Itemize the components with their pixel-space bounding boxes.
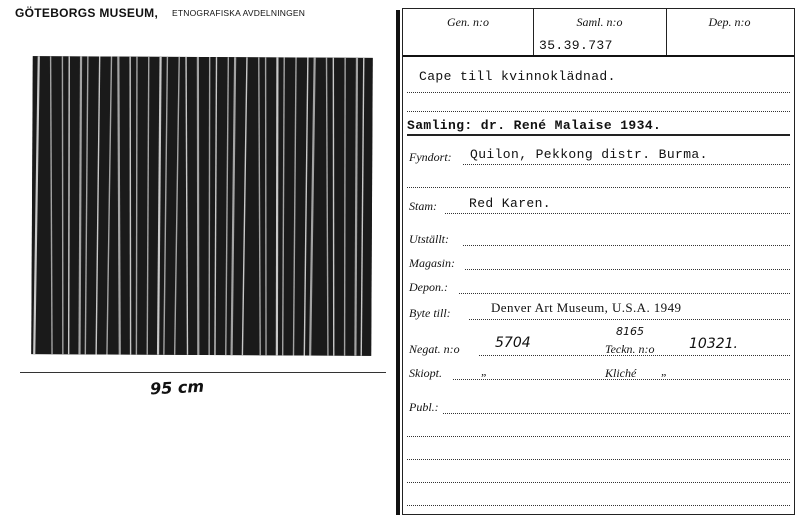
teckn-value: 10321. [689, 336, 738, 352]
saml-no-cell [533, 9, 667, 55]
textile-photo [31, 56, 373, 356]
rule [407, 458, 790, 460]
fyndort-value: Quilon, Pekkong distr. Burma. [470, 147, 708, 162]
header-rule [403, 55, 794, 57]
teckn-annotation: 8165 [616, 325, 644, 338]
rule [465, 268, 790, 270]
teckn-label: Teckn. n:o [605, 342, 655, 356]
rule [407, 91, 790, 93]
gen-no-label: Gen. n:o [447, 15, 489, 29]
card-divider [396, 10, 400, 515]
textile-stripe [79, 56, 81, 354]
catalog-card [402, 8, 795, 515]
rule [407, 134, 790, 136]
textile-stripe [355, 58, 357, 356]
rule [453, 378, 790, 380]
rule [407, 435, 790, 437]
saml-no-value: 35.39.737 [539, 38, 613, 53]
skiopt-label: Skiopt. [409, 366, 442, 380]
rule [407, 186, 790, 188]
byte-value: Denver Art Museum, U.S.A. 1949 [491, 300, 682, 315]
stam-value: Red Karen. [469, 196, 552, 211]
rule [479, 354, 790, 356]
department-name: ETNOGRAFISKA AVDELNINGEN [172, 8, 306, 18]
gen-no-cell [403, 9, 534, 55]
dep-no-label: Dep. n:o [708, 15, 751, 29]
rule [459, 292, 790, 294]
skiopt-value: „ [481, 364, 488, 378]
museum-name: GÖTEBORGS MUSEUM, [15, 6, 159, 20]
textile-stripe [276, 57, 279, 355]
kliche-label: Kliché [605, 366, 637, 380]
samling-line: Samling: dr. René Malaise 1934. [407, 118, 662, 133]
rule [463, 163, 790, 165]
depon-label: Depon.: [409, 280, 448, 294]
object-title: Cape till kvinnoklädnad. [419, 69, 616, 84]
negat-label: Negat. n:o [409, 342, 460, 356]
textile-stripes [31, 56, 373, 356]
publ-label: Publ.: [409, 400, 439, 414]
rule [445, 212, 790, 214]
textile-background [31, 56, 373, 356]
saml-no-label: Saml. n:o [576, 15, 623, 29]
stam-label: Stam: [409, 199, 437, 213]
kliche-value: „ [661, 364, 668, 378]
photo-baseline [20, 372, 386, 373]
dep-no-cell [666, 9, 793, 55]
rule [469, 318, 790, 320]
rule [443, 412, 790, 414]
rule [463, 244, 790, 246]
magasin-label: Magasin: [409, 256, 455, 270]
rule [407, 110, 790, 112]
size-annotation: 95 cm [149, 376, 205, 399]
rule [407, 481, 790, 483]
negat-value: 5704 [495, 335, 531, 351]
fyndort-label: Fyndort: [409, 150, 452, 164]
byte-label: Byte till: [409, 306, 451, 320]
utstallt-label: Utställt: [409, 232, 450, 246]
rule [407, 504, 790, 506]
